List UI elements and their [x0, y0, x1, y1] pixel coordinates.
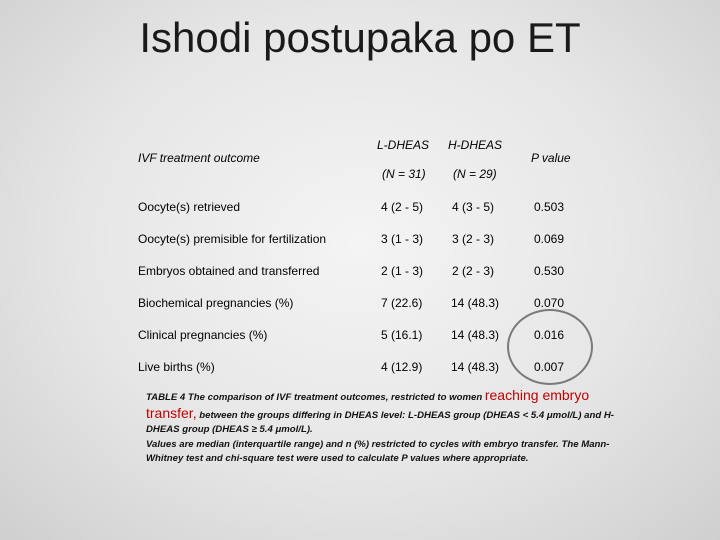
- row-h-dheas: 2 (2 - 3): [452, 264, 495, 278]
- table-caption: [146, 388, 616, 467]
- row-label: Embryos obtained and transferred: [138, 264, 320, 278]
- row-l-dheas: 4 (12.9): [381, 360, 423, 374]
- header-group1-n: (N = 31): [382, 167, 426, 181]
- caption-groups: between the groups differing in DHEAS level: L-DHEAS group (DHEAS < 5.4 μmol/L) and H-DHEAS group (DHEAS ≥ 5.4 μmol/L).: [146, 409, 614, 435]
- header-outcome: IVF treatment outcome: [138, 151, 260, 165]
- caption-highlight: reaching embryo transfer,: [146, 387, 590, 421]
- header-group1: L-DHEAS: [377, 138, 430, 152]
- row-l-dheas: 4 (2 - 5): [381, 200, 424, 214]
- row-label: Biochemical pregnancies (%): [138, 296, 294, 310]
- row-p-value: 0.503: [534, 200, 565, 214]
- row-p-value: 0.070: [534, 296, 565, 310]
- row-h-dheas: 4 (3 - 5): [452, 200, 495, 214]
- row-p-value: 0.007: [534, 360, 565, 374]
- caption-notes: Values are median (interquartile range) and n (%) restricted to cycles with embryo transfer. The Mann-Whitney test and chi-square test were used to calculate P values where appropriate.: [146, 438, 610, 464]
- header-group2-n: (N = 29): [453, 167, 497, 181]
- row-p-value: 0.069: [534, 232, 565, 246]
- row-h-dheas: 14 (48.3): [451, 296, 500, 310]
- row-label: Oocyte(s) retrieved: [138, 200, 241, 214]
- highlight-circle: [507, 309, 593, 385]
- row-label: Oocyte(s) premisible for fertilization: [138, 232, 327, 246]
- row-l-dheas: 7 (22.6): [381, 296, 423, 310]
- slide-title: Ishodi postupaka po ET: [139, 14, 581, 61]
- caption-intro: TABLE 4 The comparison of IVF treatment outcomes, restricted to women: [146, 392, 485, 403]
- row-p-value: 0.530: [534, 264, 565, 278]
- row-l-dheas: 5 (16.1): [381, 328, 423, 342]
- row-h-dheas: 14 (48.3): [451, 328, 500, 342]
- row-label: Clinical pregnancies (%): [138, 328, 268, 342]
- row-p-value: 0.016: [534, 328, 565, 342]
- row-h-dheas: 14 (48.3): [451, 360, 500, 374]
- header-group2: H-DHEAS: [448, 138, 503, 152]
- row-h-dheas: 3 (2 - 3): [452, 232, 495, 246]
- row-l-dheas: 3 (1 - 3): [381, 232, 424, 246]
- row-label: Live births (%): [138, 360, 215, 374]
- row-l-dheas: 2 (1 - 3): [381, 264, 424, 278]
- header-p-value: P value: [531, 151, 571, 165]
